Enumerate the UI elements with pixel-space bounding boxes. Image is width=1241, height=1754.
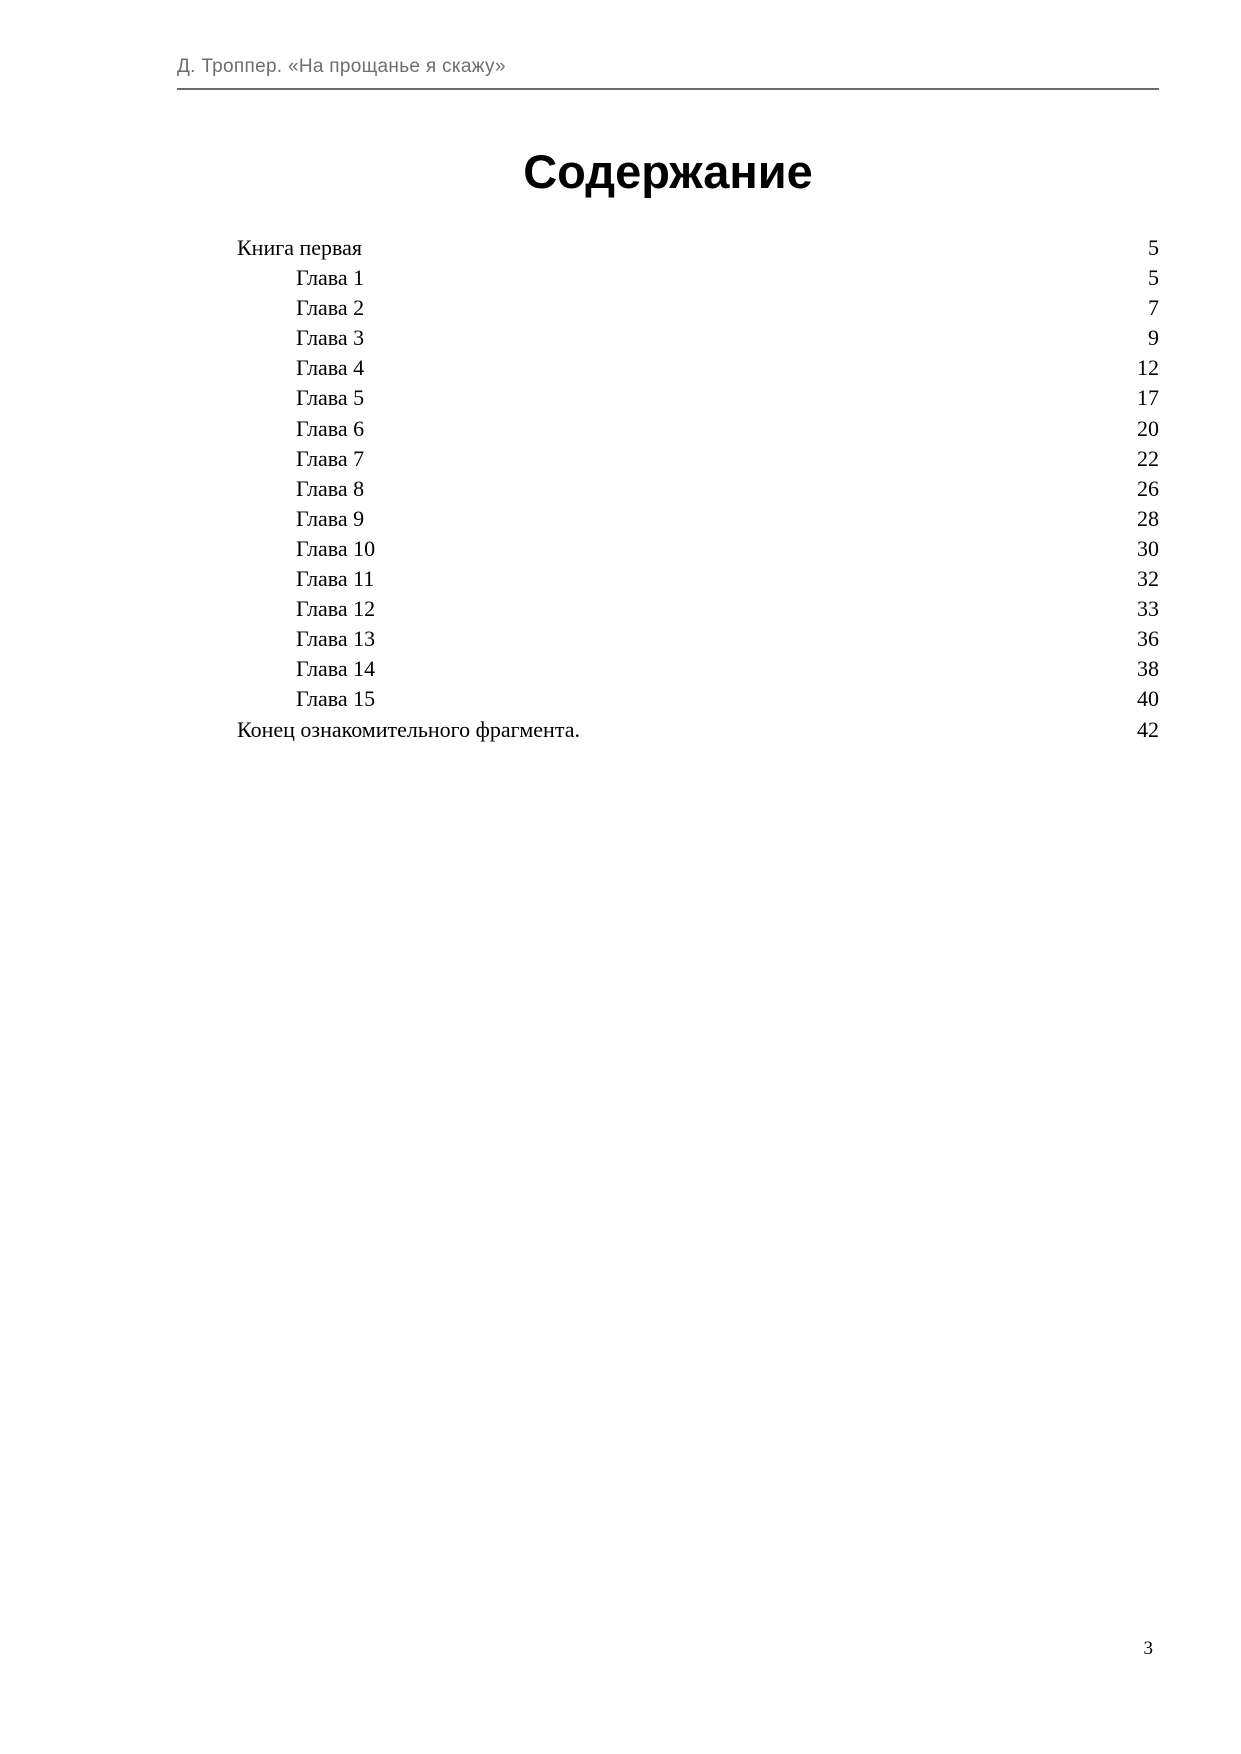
toc-entry-label: Глава 9: [296, 505, 365, 531]
toc-entry-page: 42: [1137, 716, 1159, 742]
toc-entry-label: Конец ознакомительного фрагмента.: [237, 716, 580, 742]
page-number: 3: [1143, 1638, 1153, 1659]
toc-entry-chapter[interactable]: [237, 353, 1159, 383]
toc-entry-page: 22: [1137, 445, 1159, 471]
toc-entry-label: Глава 5: [296, 385, 365, 411]
toc-entry-page: 20: [1137, 415, 1159, 441]
toc-entry-chapter[interactable]: [237, 323, 1159, 353]
toc-entry-chapter[interactable]: [237, 654, 1159, 684]
toc-entry-page: 40: [1137, 686, 1159, 712]
toc-entry-chapter[interactable]: [237, 383, 1159, 413]
toc-entry-page: 9: [1148, 325, 1159, 351]
toc-entry-page: 17: [1137, 385, 1159, 411]
toc-entry-page: 32: [1137, 566, 1159, 592]
toc-entry-label: Глава 1: [296, 265, 365, 291]
toc-entry-label: Глава 10: [296, 535, 376, 561]
toc-entry-chapter[interactable]: [237, 414, 1159, 444]
toc-entry-label: Глава 12: [296, 596, 376, 622]
toc-entry-label: Глава 11: [296, 566, 375, 592]
toc-entry-label: Глава 13: [296, 626, 376, 652]
toc-entry-chapter[interactable]: [237, 444, 1159, 474]
toc-entry-page: 36: [1137, 626, 1159, 652]
header-divider: [177, 88, 1159, 90]
toc-entry-page: 33: [1137, 596, 1159, 622]
toc-entry-chapter[interactable]: [237, 534, 1159, 564]
toc-entry-end[interactable]: [237, 715, 1159, 745]
table-of-contents: [237, 233, 1159, 745]
toc-entry-label: Глава 15: [296, 686, 376, 712]
toc-entry-chapter[interactable]: [237, 564, 1159, 594]
toc-entry-label: Глава 2: [296, 295, 365, 321]
toc-entry-page: 5: [1148, 265, 1159, 291]
toc-entry-book[interactable]: [237, 233, 1159, 263]
toc-entry-chapter[interactable]: [237, 504, 1159, 534]
toc-entry-page: 30: [1137, 535, 1159, 561]
toc-entry-label: Глава 3: [296, 325, 365, 351]
toc-entry-chapter[interactable]: [237, 474, 1159, 504]
toc-entry-page: 12: [1137, 355, 1159, 381]
toc-entry-page: 38: [1137, 656, 1159, 682]
toc-entry-chapter[interactable]: [237, 684, 1159, 714]
toc-entry-page: 5: [1148, 235, 1159, 260]
toc-entry-label: Глава 6: [296, 415, 365, 441]
running-header: Д. Троппер. «На прощанье я скажу»: [177, 56, 506, 77]
toc-entry-page: 7: [1148, 295, 1159, 321]
toc-entry-label: Глава 8: [296, 475, 365, 501]
toc-entry-label: Книга первая: [237, 235, 363, 260]
toc-entry-chapter[interactable]: [237, 594, 1159, 624]
toc-entry-label: Глава 4: [296, 355, 365, 381]
toc-entry-chapter[interactable]: [237, 293, 1159, 323]
toc-entry-label: Глава 7: [296, 445, 365, 471]
page-title: Содержание: [523, 145, 813, 198]
toc-entry-chapter[interactable]: [237, 263, 1159, 293]
toc-entry-label: Глава 14: [296, 656, 376, 682]
toc-entry-page: 26: [1137, 475, 1159, 501]
toc-entry-page: 28: [1137, 505, 1159, 531]
toc-entry-chapter[interactable]: [237, 624, 1159, 654]
